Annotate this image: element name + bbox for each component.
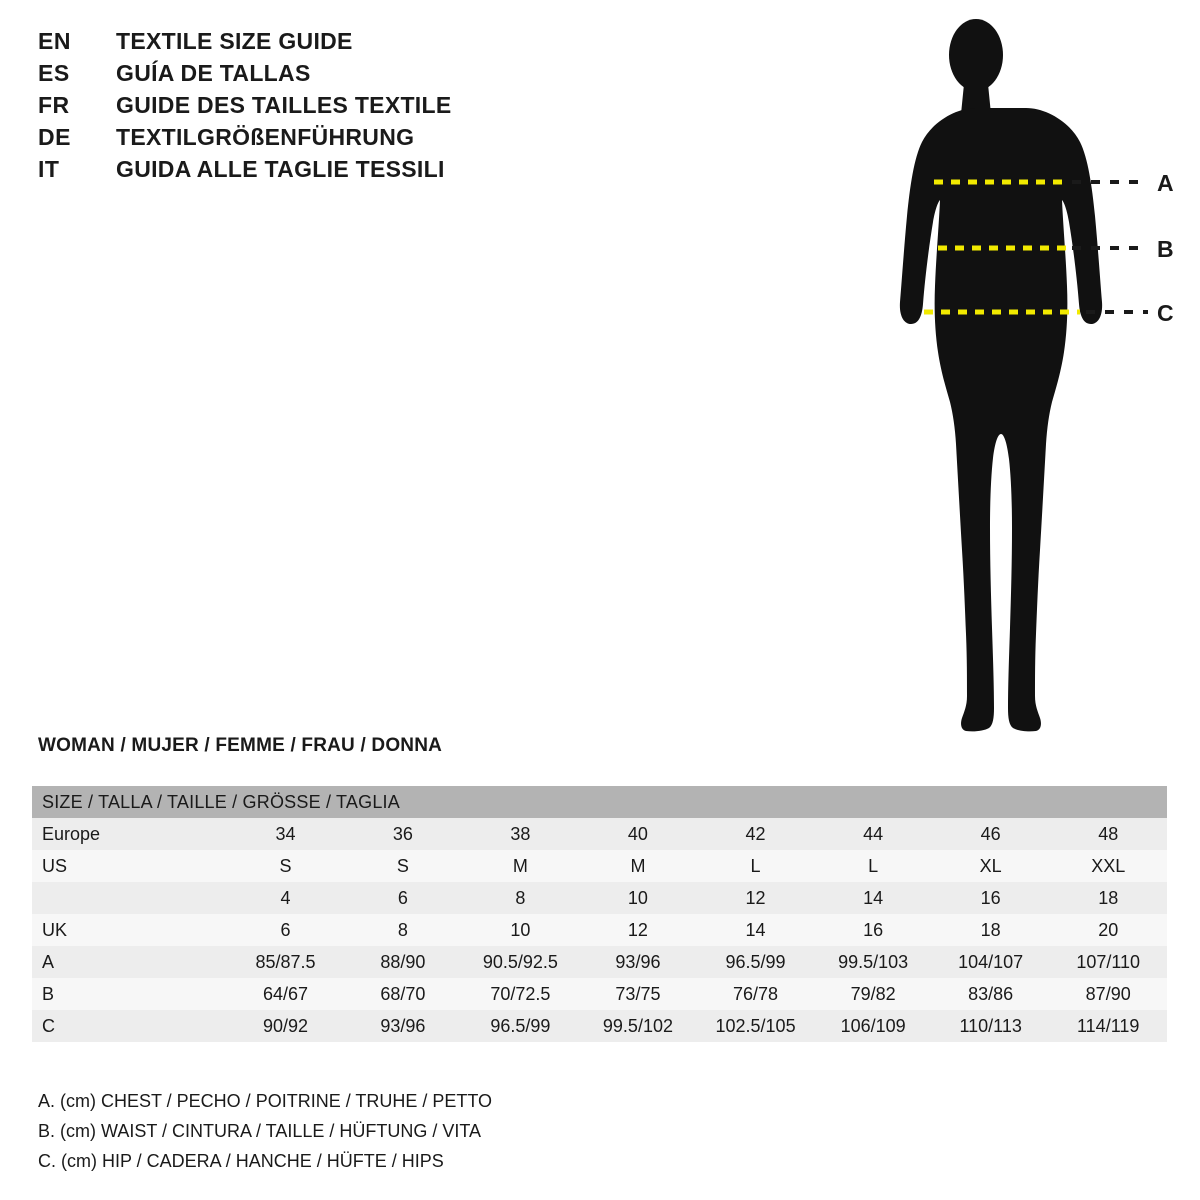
table-row (32, 818, 1167, 850)
table-row (32, 946, 1167, 978)
cell: 36 (392, 823, 413, 844)
title-lang-code: FR (38, 92, 70, 118)
cell: 106/109 (840, 1015, 906, 1036)
cell: L (750, 855, 761, 876)
cell: 87/90 (1085, 983, 1131, 1004)
cell: M (512, 855, 528, 876)
cell: 12 (627, 919, 648, 940)
row-label: US (42, 855, 68, 876)
title-row (38, 28, 658, 60)
size-table-header-label: SIZE / TALLA / TAILLE / GRÖSSE / TAGLIA (32, 786, 1167, 818)
cell: 44 (863, 823, 884, 844)
title-lang-code: EN (38, 28, 71, 54)
cell: 48 (1098, 823, 1119, 844)
cell: 40 (627, 823, 648, 844)
title-text: GUIDE DES TAILLES TEXTILE (116, 92, 452, 118)
footnote-waist: B. (cm) WAIST / CINTURA / TAILLE / HÜFTUNG / VITA (38, 1121, 482, 1141)
marker-label-a: A (1157, 170, 1174, 196)
cell: 70/72.5 (490, 983, 551, 1004)
female-silhouette-figure (860, 10, 1190, 760)
cell: 107/110 (1076, 951, 1141, 972)
cell: 10 (510, 919, 531, 940)
cell: 6 (280, 919, 291, 940)
title-lang-code: IT (38, 156, 60, 182)
cell: 42 (745, 823, 766, 844)
cell: 85/87.5 (255, 951, 316, 972)
cell: 88/90 (380, 951, 426, 972)
cell: 18 (980, 919, 1001, 940)
cell: 90/92 (263, 1015, 309, 1036)
marker-label-c: C (1157, 300, 1174, 326)
table-row (32, 914, 1167, 946)
size-table-head (32, 786, 1167, 818)
cell: 34 (275, 823, 296, 844)
cell: 8 (515, 887, 526, 908)
cell: 102.5/105 (715, 1015, 796, 1036)
title-row (38, 124, 658, 156)
row-label: B (42, 983, 55, 1004)
size-table (32, 786, 1167, 1042)
cell: 83/86 (968, 983, 1014, 1004)
footnote-chest: A. (cm) CHEST / PECHO / POITRINE / TRUHE / PETTO (38, 1091, 493, 1111)
cell: 6 (397, 887, 408, 908)
size-table-body (32, 818, 1167, 1042)
cell: 12 (745, 887, 766, 908)
title-lang-code: DE (38, 124, 71, 150)
title-row (38, 156, 658, 188)
row-label: A (42, 951, 55, 972)
title-block (38, 28, 658, 188)
title-text: GUÍA DE TALLAS (116, 60, 311, 86)
cell: 93/96 (380, 1015, 426, 1036)
cell: L (868, 855, 879, 876)
title-row (38, 60, 658, 92)
section-label-woman: WOMAN / MUJER / FEMME / FRAU / DONNA (38, 735, 443, 756)
woman-silhouette-icon (900, 19, 1102, 731)
cell: XL (979, 855, 1002, 876)
title-text: GUIDA ALLE TAGLIE TESSILI (116, 156, 445, 182)
cell: 14 (863, 887, 884, 908)
table-row (32, 882, 1167, 914)
table-row (32, 1010, 1167, 1042)
table-header-row (32, 786, 1167, 818)
cell: 68/70 (380, 983, 426, 1004)
cell: 110/113 (959, 1015, 1022, 1036)
cell: 96.5/99 (490, 1015, 551, 1036)
cell: S (279, 855, 292, 876)
cell: M (630, 855, 646, 876)
cell: 4 (280, 887, 291, 908)
cell: 99.5/102 (602, 1015, 673, 1036)
title-text: TEXTILE SIZE GUIDE (116, 28, 353, 54)
row-label (32, 882, 227, 914)
row-label: Europe (42, 823, 101, 844)
cell: 8 (397, 919, 408, 940)
row-label: UK (42, 919, 68, 940)
cell: 90.5/92.5 (482, 951, 558, 972)
title-lang-code: ES (38, 60, 70, 86)
cell: S (396, 855, 409, 876)
title-text: TEXTILGRÖßENFÜHRUNG (116, 124, 415, 150)
cell: 14 (745, 919, 766, 940)
cell: 99.5/103 (838, 951, 909, 972)
cell: 64/67 (263, 983, 309, 1004)
cell: 96.5/99 (725, 951, 786, 972)
row-label: C (42, 1015, 55, 1036)
cell: 20 (1098, 919, 1119, 940)
cell: 18 (1098, 887, 1119, 908)
cell: 114/119 (1077, 1015, 1140, 1036)
cell: 73/75 (615, 983, 661, 1004)
marker-label-b: B (1157, 236, 1174, 262)
table-row (32, 850, 1167, 882)
cell: 16 (980, 887, 1001, 908)
cell: 46 (980, 823, 1001, 844)
table-row (32, 978, 1167, 1010)
cell: 79/82 (850, 983, 896, 1004)
cell: 76/78 (733, 983, 779, 1004)
title-row (38, 92, 658, 124)
footnote-hip: C. (cm) HIP / CADERA / HANCHE / HÜFTE / HIPS (38, 1151, 444, 1171)
cell: 38 (510, 823, 531, 844)
cell: 104/107 (958, 951, 1024, 972)
footnotes-block (38, 1086, 738, 1176)
cell: 10 (627, 887, 648, 908)
cell: XXL (1091, 855, 1126, 876)
cell: 93/96 (615, 951, 661, 972)
cell: 16 (863, 919, 884, 940)
